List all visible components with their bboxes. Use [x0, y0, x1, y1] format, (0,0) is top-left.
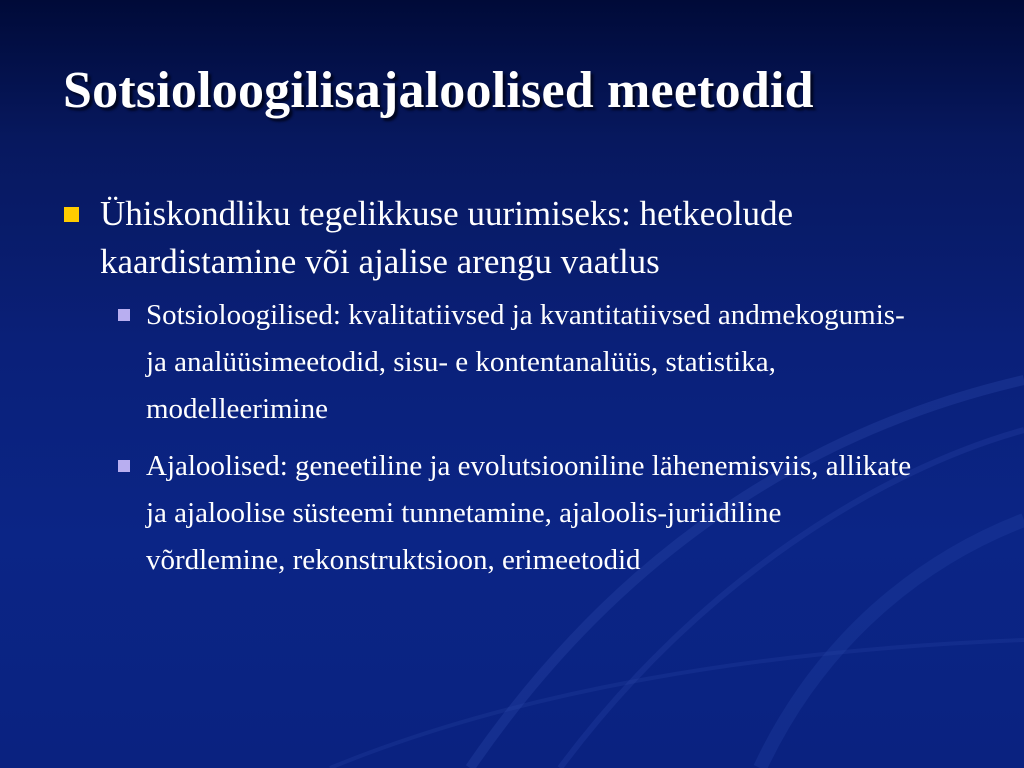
bullet-text: Ühiskondliku tegelikkuse uurimiseks: hetkeolude kaardistamine või ajalise arengu vaatlus	[100, 194, 794, 281]
sub-bullet-text: Sotsioloogilised: kvalitatiivsed ja kvantitatiivsed andmekogumis- ja analüüsimeetodid, sisu- e kontentanalüüs, statistika, modelleerimine	[146, 299, 905, 425]
sub-bullet-text: Ajaloolised: geneetiline ja evolutsiooniline lähenemisviis, allikate ja ajaloolise süsteemi tunnetamine, ajaloolis-juriidiline võrdlemine, rekonstruktsioon, erimeetodid	[146, 450, 912, 576]
square-bullet-icon	[118, 309, 130, 321]
bullet-item	[60, 190, 980, 286]
square-bullet-icon	[118, 460, 130, 472]
slide-content	[60, 190, 980, 594]
square-bullet-icon	[64, 207, 79, 222]
sub-bullet-item	[116, 292, 926, 433]
slide-title: Sotsioloogilisajaloolised meetodid	[63, 62, 814, 119]
sub-bullet-item	[116, 443, 926, 584]
